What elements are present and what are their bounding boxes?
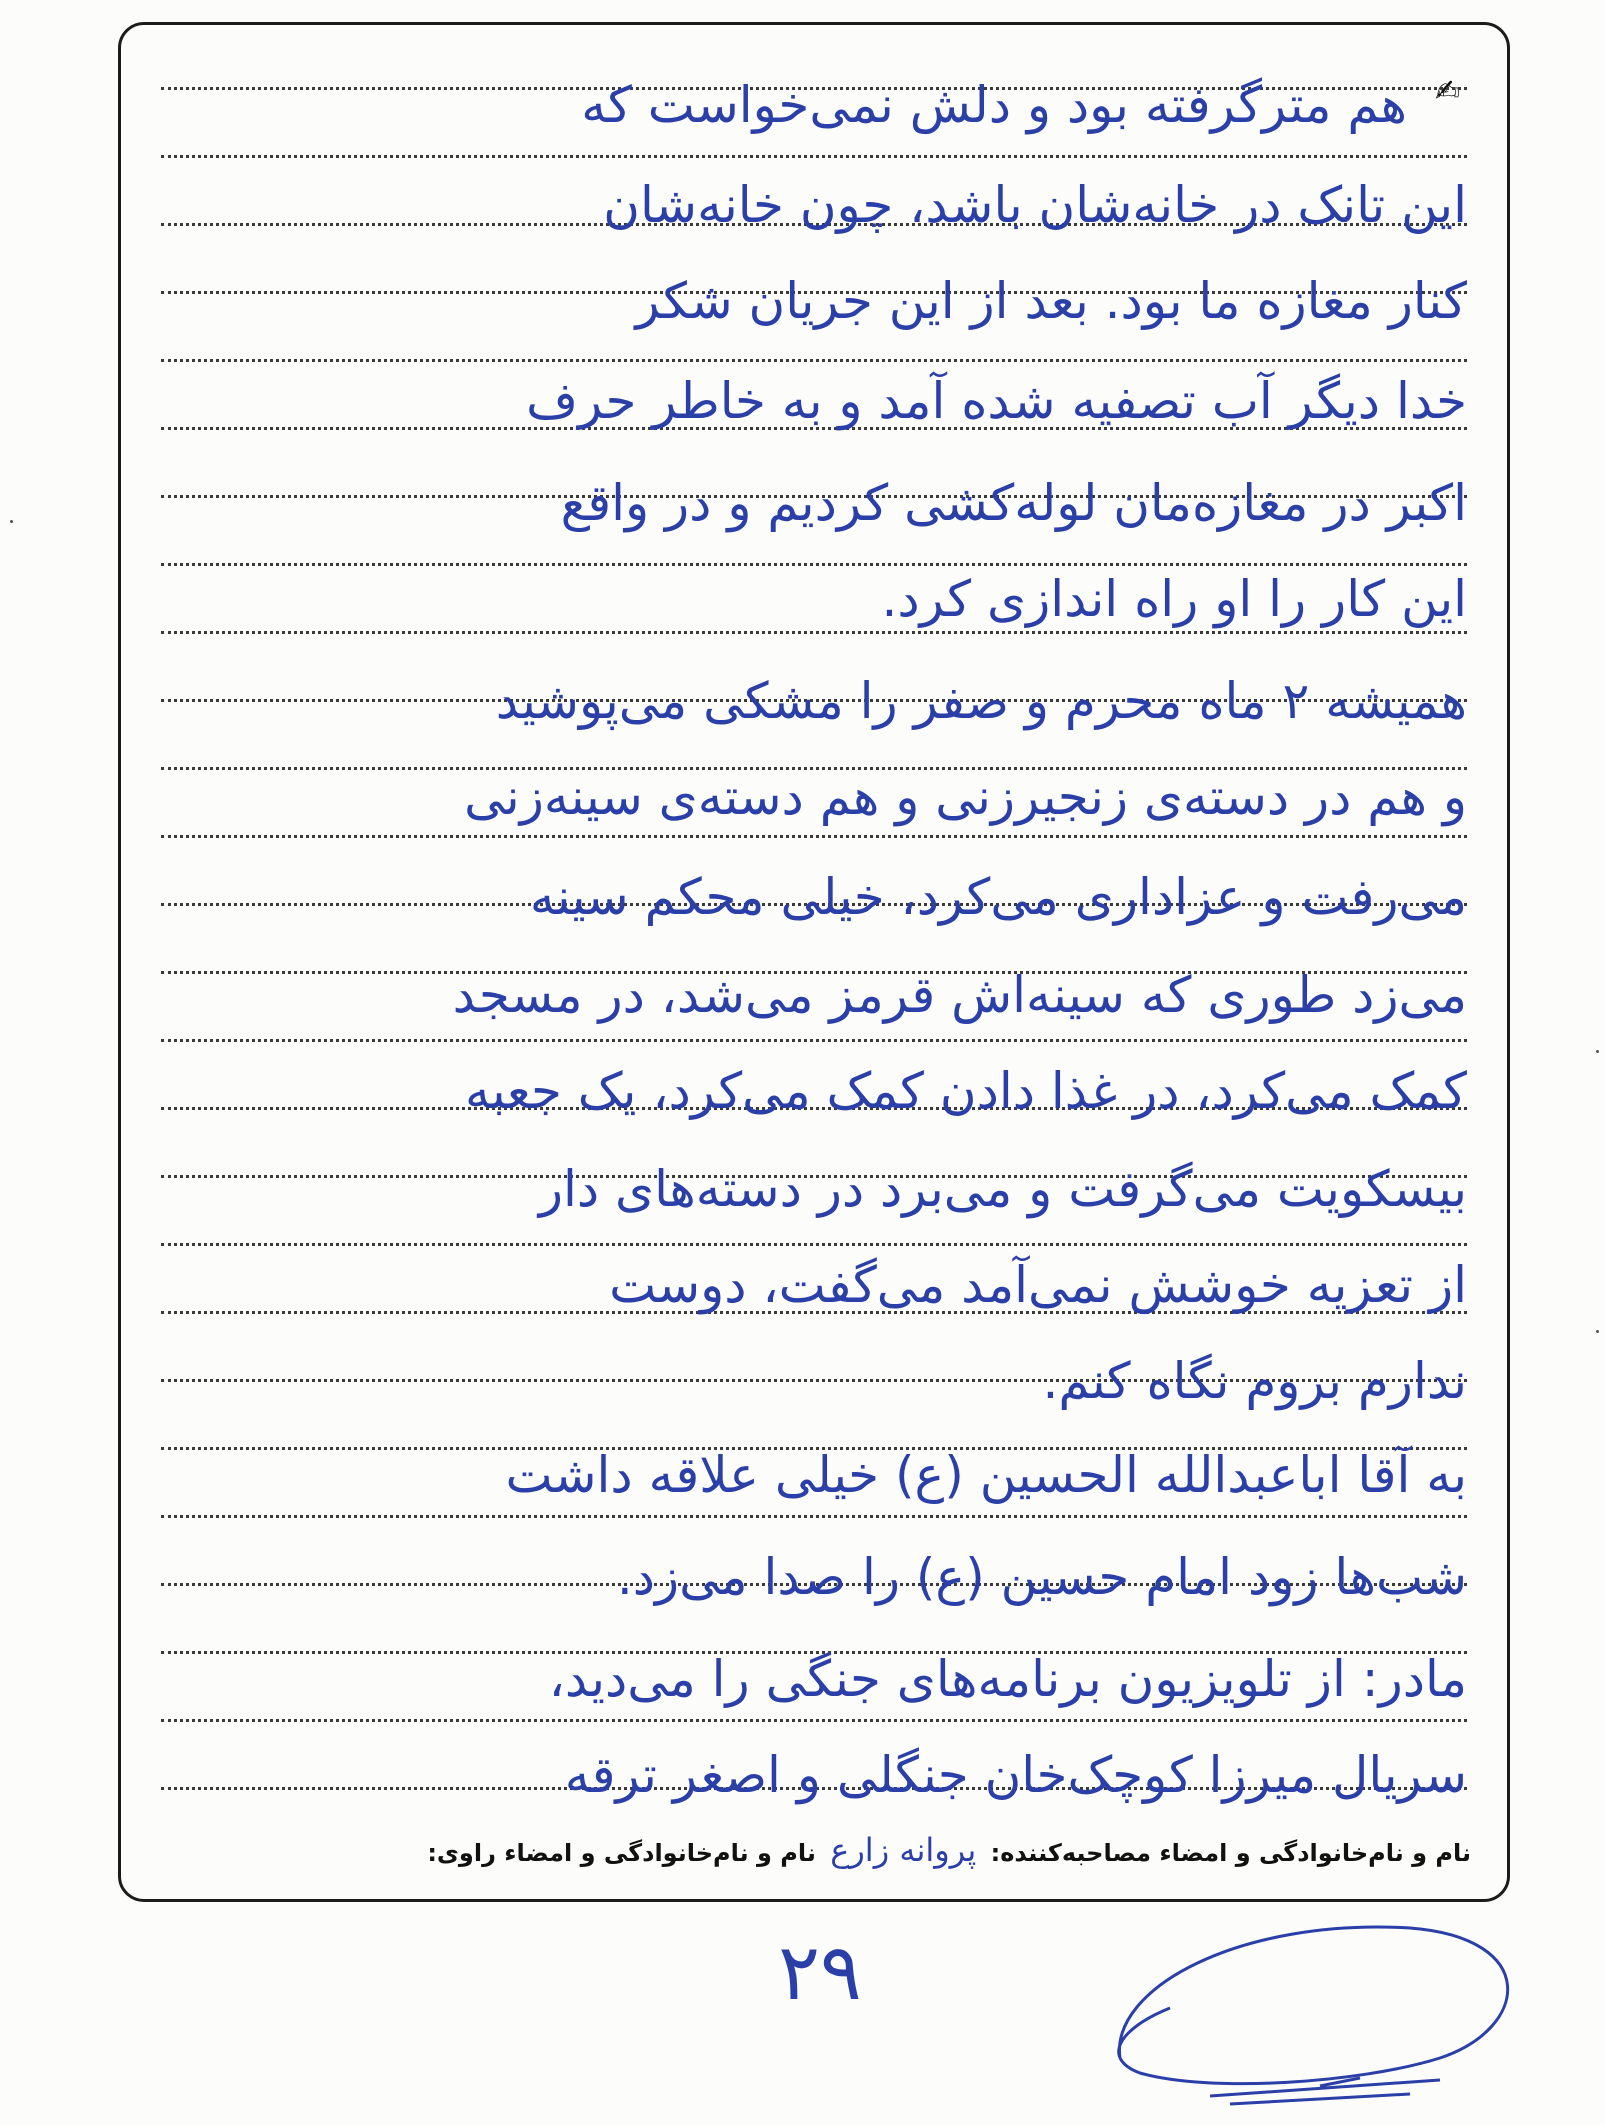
interviewer-signature: پروانه زارع: [830, 1831, 977, 1869]
handwritten-line: و هم در دسته‌ی زنجیرزنی و هم دسته‌ی سینه‌زنی: [464, 768, 1467, 826]
ruled-line: [161, 835, 1467, 838]
handwritten-line: شب‌ها زود امام حسین (ع) را صدا می‌زد.: [616, 1548, 1467, 1606]
handwritten-line: کنار مغازه ما بود. بعد از این جریان شکر: [635, 272, 1467, 330]
pencil-note-icon: ✍: [1435, 74, 1461, 109]
ruled-line: [161, 155, 1467, 158]
ruled-line: [161, 1719, 1467, 1722]
signature-scribble: [1080, 1908, 1540, 2118]
ruled-line: [161, 359, 1467, 362]
notebook-frame: [118, 22, 1510, 1902]
handwritten-line: سریال میرزا کوچک‌خان جنگلی و اصغر ترقه: [564, 1746, 1467, 1804]
handwritten-line: می‌رفت و عزاداری می‌کرد، خیلی محکم سینه: [529, 868, 1467, 926]
handwritten-line: مادر: از تلویزیون برنامه‌های جنگی را می‌دید،: [548, 1650, 1467, 1708]
narrator-label: نام و نام‌خانوادگی و امضاء راوی:: [427, 1839, 816, 1867]
ruled-lines: [161, 25, 1467, 1899]
handwritten-line: این تانک در خانه‌شان باشد، چون خانه‌شان: [603, 176, 1467, 234]
ruled-line: [161, 1039, 1467, 1042]
handwritten-line: خدا دیگر آب تصفیه شده آمد و به خاطر حرف: [526, 372, 1467, 430]
handwritten-line: این کار را او راه اندازی کرد.: [881, 570, 1467, 628]
page-number: ۲۹: [778, 1928, 862, 2018]
interviewer-label: نام و نام‌خانوادگی و امضاء مصاحبه‌کننده:: [990, 1839, 1471, 1867]
scan-dot: [1596, 1330, 1599, 1333]
handwritten-line: می‌زد طوری که سینه‌اش قرمز می‌شد، در مسجد: [452, 966, 1467, 1024]
handwritten-line: همیشه ۲ ماه محرم و صفر را مشکی می‌پوشید: [495, 672, 1467, 730]
ruled-line: [161, 1243, 1467, 1246]
handwritten-line: کمک می‌کرد، در غذا دادن کمک می‌کرد، یک جعبه: [464, 1062, 1467, 1120]
ruled-line: [161, 1515, 1467, 1518]
handwritten-line: از تعزیه خوشش نمی‌آمد می‌گفت، دوست: [609, 1256, 1467, 1314]
handwritten-line: ندارم بروم نگاه کنم.: [1042, 1352, 1467, 1410]
ruled-line: [161, 631, 1467, 634]
scan-dot: [10, 520, 13, 523]
scan-dot: [1596, 1050, 1599, 1053]
handwritten-line: به آقا اباعبدالله الحسین (ع) خیلی علاقه داشت: [505, 1446, 1467, 1504]
ruled-line: [161, 563, 1467, 566]
handwritten-line: بیسکویت می‌گرفت و می‌برد در دسته‌های دار: [538, 1160, 1467, 1218]
signature-footer: [427, 1831, 1471, 1869]
handwritten-line: اکبر در مغازه‌مان لوله‌کشی کردیم و در واقع: [560, 474, 1467, 532]
handwritten-line: هم مترگرفته بود و دلش نمی‌خواست که: [581, 76, 1407, 134]
